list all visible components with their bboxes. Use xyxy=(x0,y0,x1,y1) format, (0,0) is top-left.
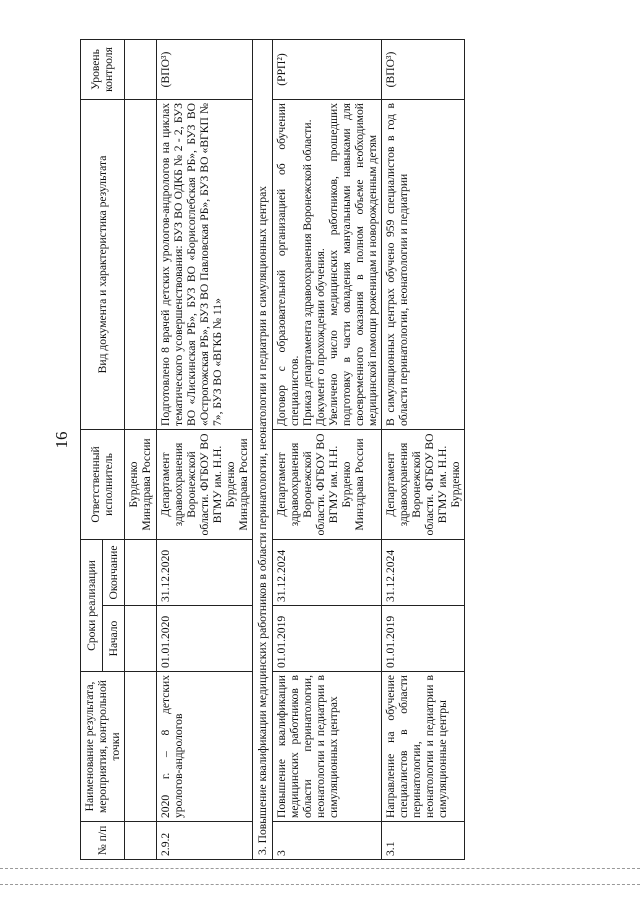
cell-exec: Бурденко Минздрава России xyxy=(124,429,156,539)
cell-num: 3 xyxy=(272,822,381,860)
cell-doc: Подготовлено 8 врачей детских урологов-андрологов на циклах тематического усовершенствования: БУЗ ВО ОДКБ № 2 - 2, БУЗ ВО «Лискинская РБ», БУЗ ВО «Борисоглебская РБ», БУЗ ВО «Острогожская РБ», БУЗ ВО Павловская РБ», БУЗ ВО «ВГКП № 7», БУЗ ВО «ВГКБ № 11» xyxy=(156,99,252,429)
cell-name: Повышение квалификации медицинских работников в области перинатологии, неонатологии и педиатрии в симуляционных центрах xyxy=(272,672,381,822)
cell-doc xyxy=(124,99,156,429)
scan-divider xyxy=(0,868,640,869)
cell-end: 31.12.2020 xyxy=(156,539,252,605)
table-row xyxy=(381,39,464,859)
header-doc: Вид документа и характеристика результата xyxy=(81,99,125,429)
cell-name xyxy=(124,672,156,822)
cell-name: Направление на обучение специалистов в области перинатологии, неонатологии и педиатрии в симуляционные центры xyxy=(381,672,464,822)
header-end: Окончание xyxy=(102,539,124,605)
header-terms: Сроки реализации xyxy=(81,539,103,671)
section-row xyxy=(252,39,272,859)
cell-start: 01.01.2019 xyxy=(272,606,381,672)
cell-end: 31.12.2024 xyxy=(272,539,381,605)
rotated-table-container xyxy=(80,40,600,860)
header-row xyxy=(81,39,103,859)
plan-table xyxy=(80,39,465,860)
cell-exec: Департамент здравоохранения Воронежской области. ФГБОУ ВО ВГМУ им. Н.Н. Бурденко xyxy=(381,429,464,539)
header-exec: Ответственный исполнитель xyxy=(81,429,125,539)
cell-start xyxy=(124,606,156,672)
cell-end: 31.12.2024 xyxy=(381,539,464,605)
doc-line: Документ о прохождении обучения. xyxy=(313,248,327,426)
cell-start: 01.01.2019 xyxy=(381,606,464,672)
table-row xyxy=(124,39,156,859)
cell-level xyxy=(124,39,156,99)
cell-exec: Департамент здравоохранения Воронежской области. ФГБОУ ВО ВГМУ им. Н.Н. Бурденко Минздрава России xyxy=(272,429,381,539)
scan-divider xyxy=(0,884,640,885)
doc-line: Увеличено число медицинских работников, прошедших подготовку в части овладения мануальными навыками для своевременного оказания в полном объеме необходимой медицинской помощи роженицам и новорожденным детям xyxy=(326,102,379,426)
page-number: 16 xyxy=(52,431,71,449)
cell-name: 2020 г. – 8 детских урологов-андрологов xyxy=(156,672,252,822)
cell-num: 2.9.2 xyxy=(156,822,252,860)
doc-line: Договор с образовательной организацией об обучении специалистов. xyxy=(274,102,301,426)
table-row xyxy=(156,39,252,859)
cell-doc: В симуляционных центрах обучено 959 специалистов в год в области перинатологии, неонатологии и педиатрии xyxy=(381,99,464,429)
cell-num xyxy=(124,822,156,860)
header-name: Наименование результата, мероприятия, контрольной точки xyxy=(81,672,125,822)
doc-line: Приказ департамента здравоохранения Воронежской области. xyxy=(300,119,314,426)
cell-num: 3.1 xyxy=(381,822,464,860)
cell-level: (РРП²) xyxy=(272,39,381,99)
header-start: Начало xyxy=(102,606,124,672)
cell-doc xyxy=(272,99,381,429)
table-row xyxy=(272,39,381,859)
header-level: Уровень контроля xyxy=(81,39,125,99)
section-title: 3. Повышение квалификации медицинских работников в области перинатологии, неонатологии и педиатрии в симуляционных центрах xyxy=(252,39,272,859)
cell-level: (ВПО³) xyxy=(156,39,252,99)
cell-end xyxy=(124,539,156,605)
cell-start: 01.01.2020 xyxy=(156,606,252,672)
cell-exec: Департамент здравоохранения Воронежской области. ФГБОУ ВО ВГМУ им. Н.Н. Бурденко Минздрава России xyxy=(156,429,252,539)
header-num: № п/п xyxy=(81,822,125,860)
cell-level: (ВПО³) xyxy=(381,39,464,99)
